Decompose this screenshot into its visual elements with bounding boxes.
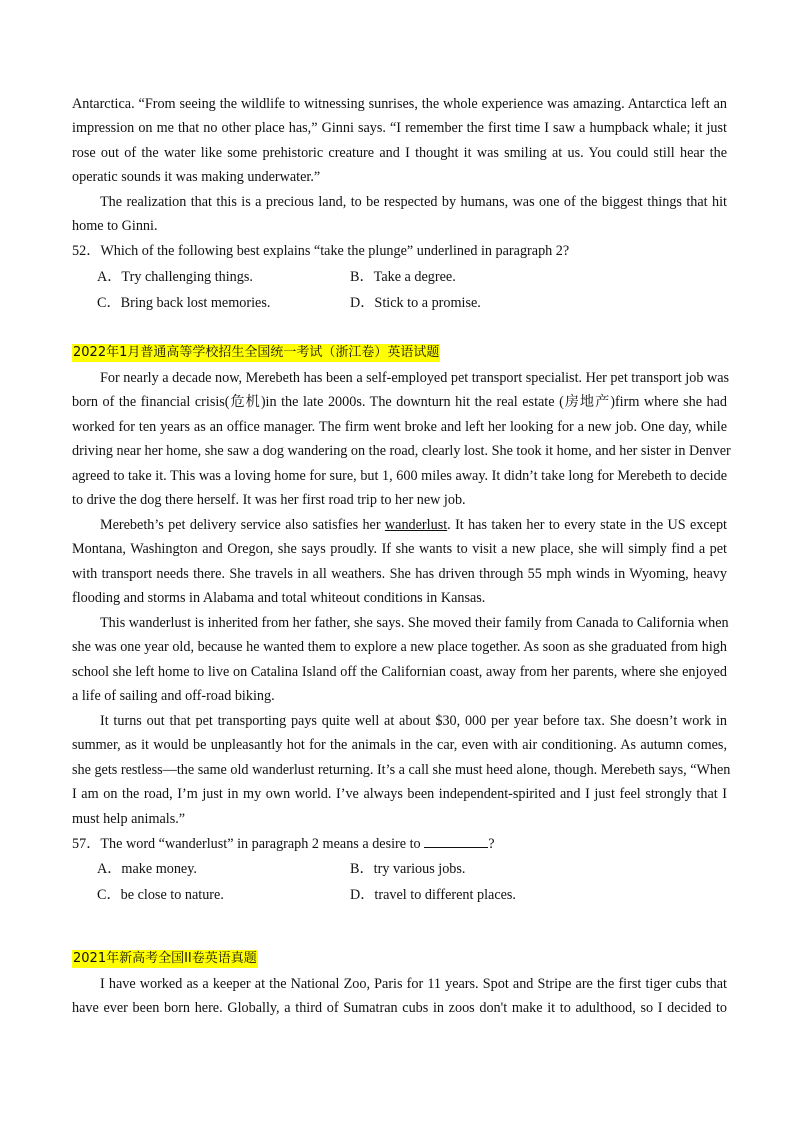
option-b: B．try various jobs. [350, 861, 466, 877]
passage2-line: I am on the road, I’m just in my own world. I’ve always been independent-spirited and I just feel strongly that I [72, 786, 727, 802]
passage2-line: flooding and storms in Alabama and total whiteout conditions in Kansas. [72, 590, 486, 606]
passage2-line: summer, as it would be unpleasantly hot for the animals in the car, even with air conditioning. As autumn comes, [72, 737, 727, 753]
passage1-line: rose out of the water like some prehistoric creature and I thought it was smiling at us. You could still hear the [72, 145, 727, 161]
passage2-line: driving near her home, she saw a dog wandering on the road, clearly lost. She took it home, and her sister in Denver [72, 443, 731, 459]
passage2-line: worked for ten years as an office manager. The firm went broke and left her looking for a new job. One day, while [72, 419, 727, 435]
option-b: B．Take a degree. [350, 269, 456, 285]
passage2-line: to drive the dog there herself. It was her first road trip to her new job. [72, 492, 466, 508]
option-c: C．Bring back lost memories. [97, 295, 271, 311]
passage1-line: impression on me that no other place has,” Ginni says. “I remember the first time I saw a humpback whale; it just [72, 120, 727, 136]
passage2-line: Montana, Washington and Oregon, she says proudly. If she wants to visit a new place, she will simply find a pet [72, 541, 727, 557]
passage2-line: she was one year old, because he wanted them to explore a new place together. As soon as she graduated from high [72, 639, 727, 655]
option-a: A．Try challenging things. [97, 269, 253, 285]
passage1-line: operatic sounds it was making underwater.” [72, 169, 321, 185]
option-a: A．make money. [97, 861, 197, 877]
question-52: 52．Which of the following best explains “take the plunge” underlined in paragraph 2? [72, 243, 570, 259]
passage2-line: For nearly a decade now, Merebeth has been a self-employed pet transport specialist. Her pet transport job was [100, 370, 730, 386]
option-c: C．be close to nature. [97, 887, 224, 903]
passage2-line: It turns out that pet transporting pays quite well at about $30, 000 per year before tax. She doesn’t work in [100, 713, 727, 729]
passage1-line: home to Ginni. [72, 218, 158, 234]
question-mark: ? [488, 836, 495, 852]
option-d: D．travel to different places. [350, 887, 516, 903]
passage2-line: she gets restless—the same old wanderlust returning. It’s a call she must heed alone, though. Merebeth says, “When [72, 762, 731, 778]
passage2-line: agreed to take it. This was a loving home for sure, but 1, 600 miles away. It didn’t take long for Merebeth to decide [72, 468, 727, 484]
passage2-line: This wanderlust is inherited from her father, she says. She moved their family from Canada to California when [100, 615, 729, 631]
passage2-line [100, 516, 727, 534]
passage2-line: a life of sailing and off-road biking. [72, 688, 275, 704]
underlined-word: wanderlust [384, 517, 448, 533]
passage3-line: have ever been born here. Globally, a third of Sumatran cubs in zoos don't make it to adulthood, so I decided to [72, 1000, 727, 1016]
question-57 [72, 834, 727, 853]
passage2-line: with transport needs there. She travels in all weathers. She has driven through 55 mph winds in Wyoming, heavy [72, 566, 727, 582]
section-heading: 2022年1月普通高等学校招生全国统一考试（浙江卷）英语试题 [73, 345, 440, 360]
text-run: . It has taken her to every state in the US except [447, 517, 727, 533]
passage2-line: born of the financial crisis(危机)in the late 2000s. The downturn hit the real estate (房地产)firm where she had [72, 394, 727, 410]
passage2-line: must help animals.” [72, 811, 186, 827]
section-heading: 2021年新高考全国II卷英语真题 [73, 951, 257, 966]
answer-blank [424, 834, 488, 848]
text-run: Merebeth’s pet delivery service also satisfies her [100, 517, 385, 533]
question-text: 57．The word “wanderlust” in paragraph 2 means a desire to [72, 836, 425, 852]
passage1-line: Antarctica. “From seeing the wildlife to witnessing sunrises, the whole experience was amazing. Antarctica left an [72, 96, 727, 112]
passage2-line: school she left home to live on Catalina Island off the Californian coast, away from her parents, where she enjoyed [72, 664, 727, 680]
passage1-line: The realization that this is a precious land, to be respected by humans, was one of the biggest things that hit [100, 194, 727, 210]
passage3-line: I have worked as a keeper at the National Zoo, Paris for 11 years. Spot and Stripe are the first tiger cubs that [100, 976, 727, 992]
option-d: D．Stick to a promise. [350, 295, 481, 311]
